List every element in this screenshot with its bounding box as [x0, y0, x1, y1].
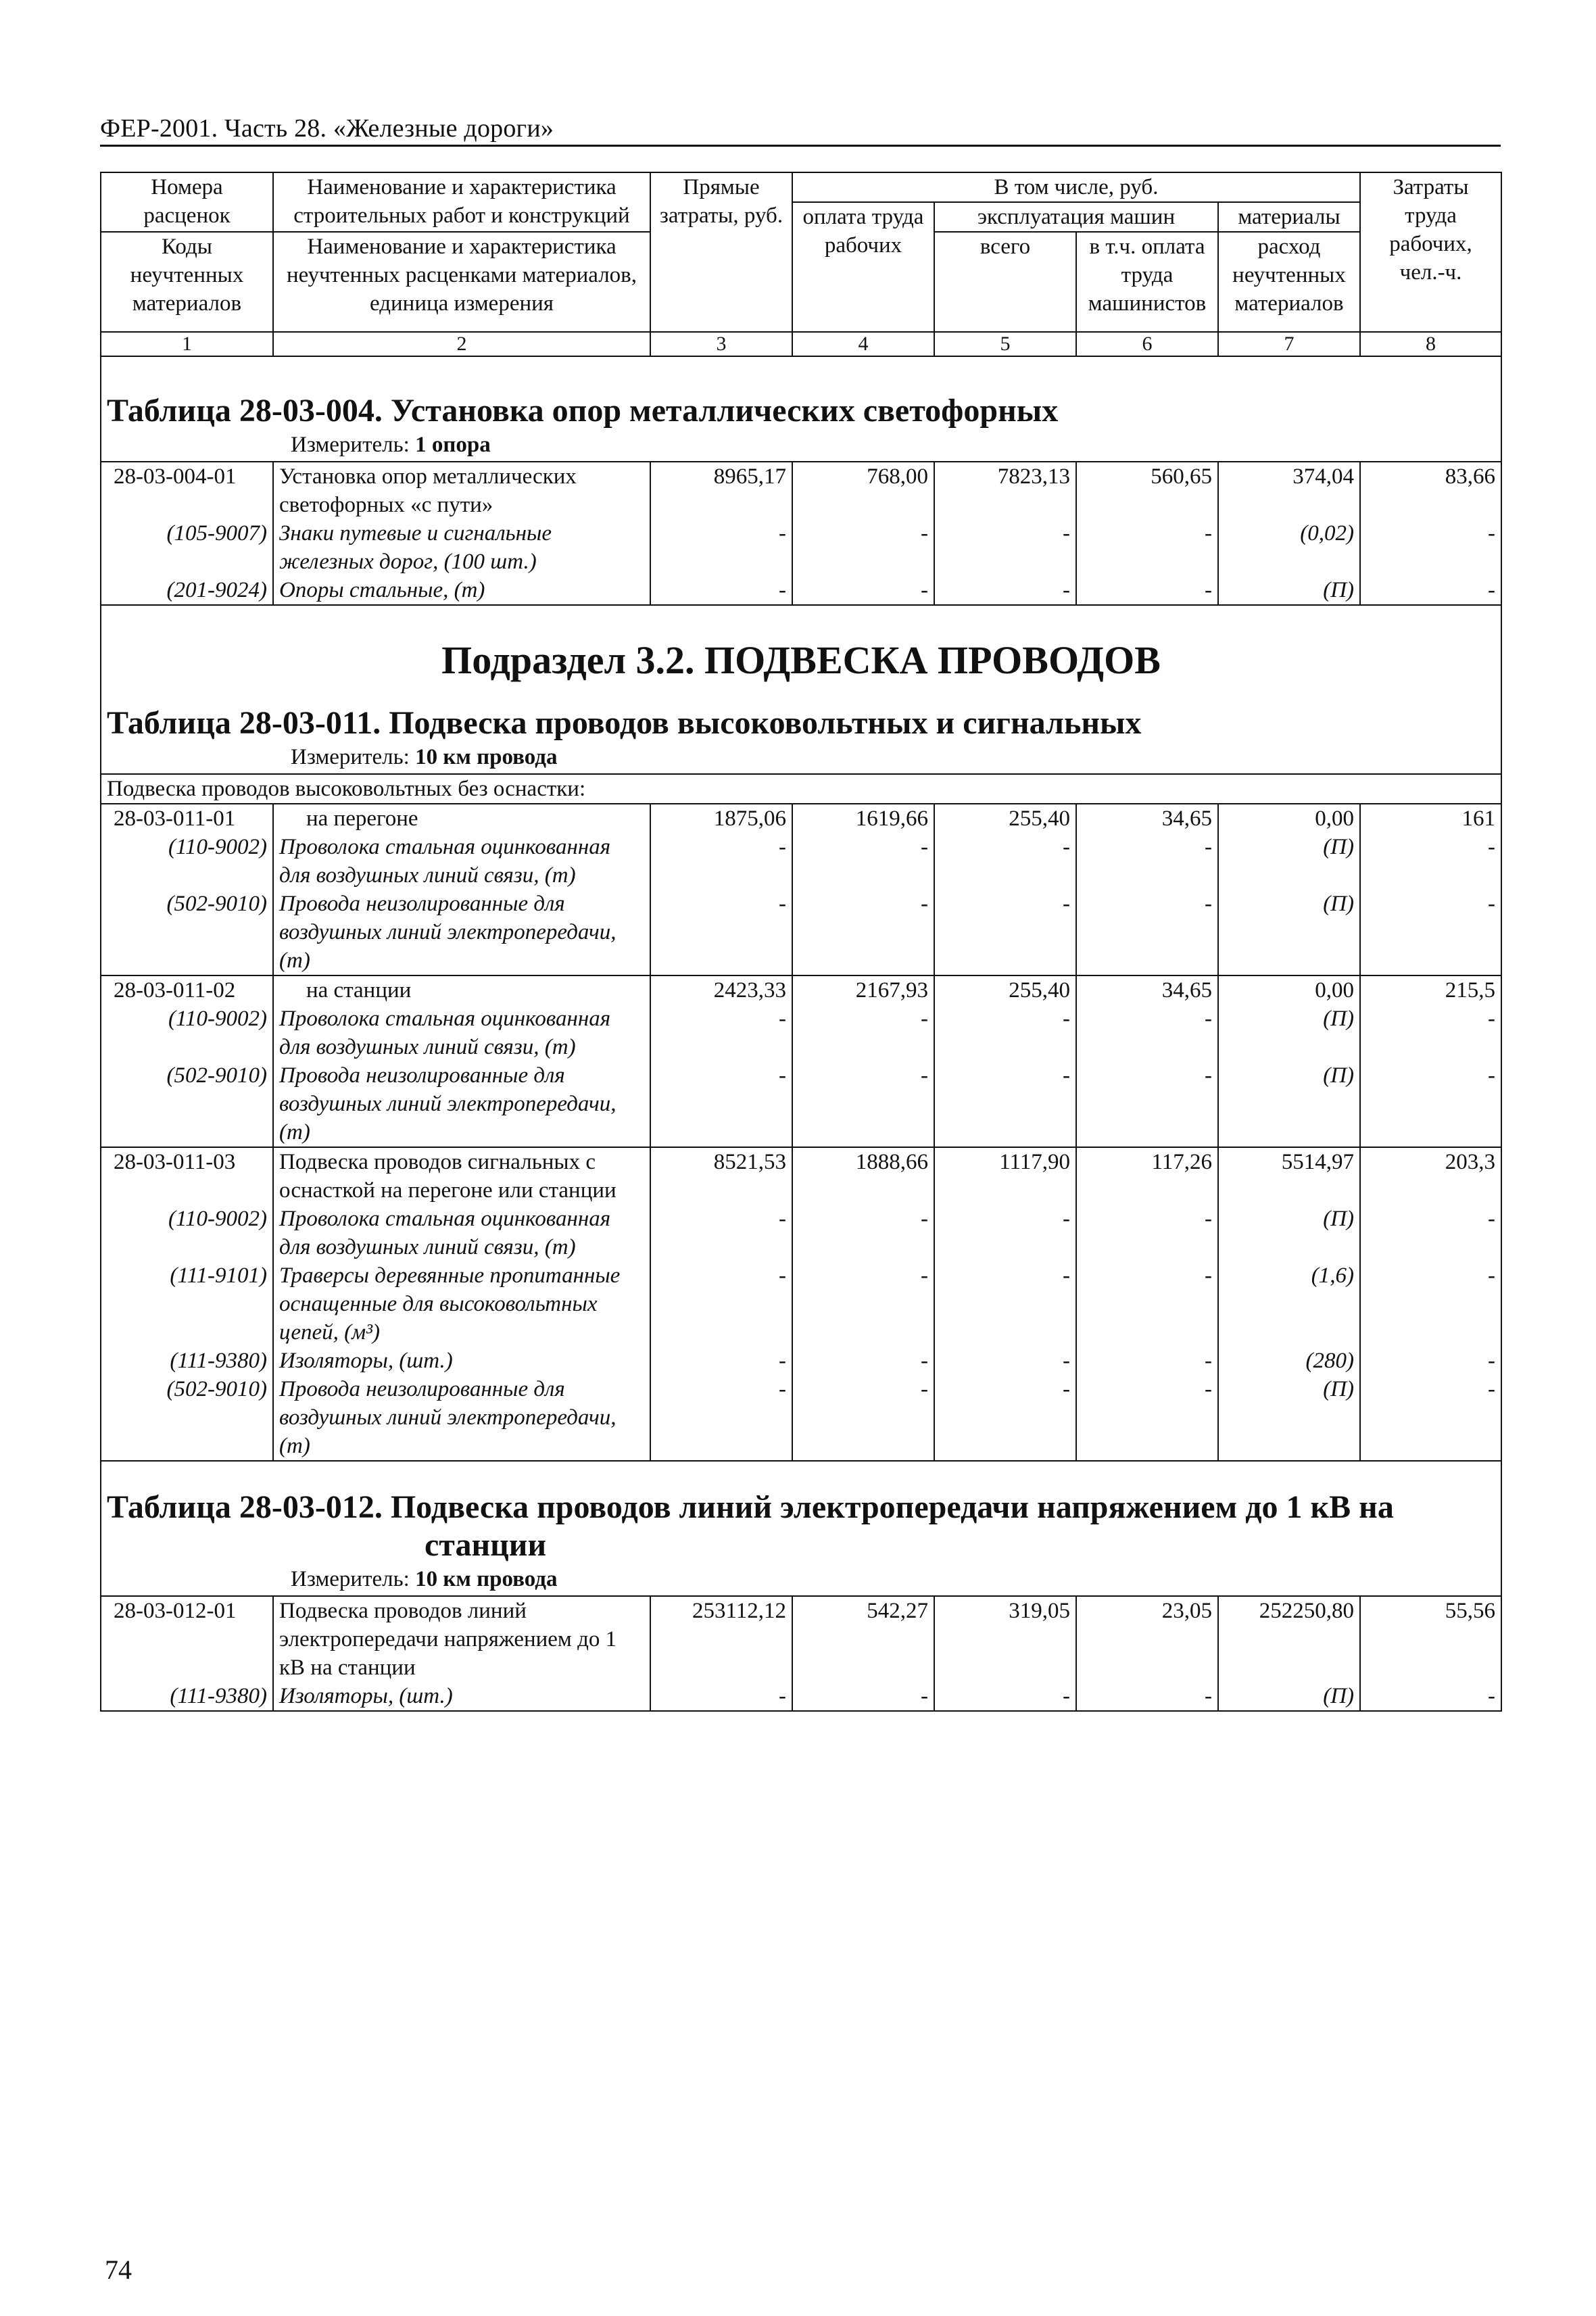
direct-costs-value: - [650, 1347, 792, 1375]
labor-hours-value: - [1360, 1061, 1501, 1147]
header-including: В том числе, руб. [792, 172, 1360, 202]
column-number: 5 [934, 332, 1076, 356]
direct-costs-value: - [650, 1005, 792, 1061]
labor-hours-value: - [1360, 833, 1501, 890]
column-number: 2 [273, 332, 650, 356]
materials-value: (П) [1218, 1061, 1360, 1147]
material-row [101, 1005, 1501, 1061]
material-name: Провода неизолированные для воздушных линий электропередачи, (т) [273, 1061, 650, 1147]
material-row [101, 833, 1501, 890]
material-code: (111-9380) [101, 1347, 273, 1375]
labor-pay-value: - [792, 1205, 934, 1261]
material-name: Изоляторы, (шт.) [273, 1347, 650, 1375]
labor-pay-value: - [792, 1347, 934, 1375]
machinists-pay-value: - [1076, 1061, 1218, 1147]
materials-value: (П) [1218, 1682, 1360, 1711]
table-011-measure: Измеритель: 10 км провода [291, 745, 558, 769]
labor-hours-value: 161 [1360, 804, 1501, 833]
machines-total-value: - [934, 1005, 1076, 1061]
direct-costs-value: - [650, 833, 792, 890]
direct-costs-value: - [650, 519, 792, 576]
machines-total-value: - [934, 833, 1076, 890]
group-heading: Подвеска проводов высоковольтных без оснастки: [101, 774, 1501, 804]
table-004-measure: Измеритель: 1 опора [291, 433, 491, 457]
column-number: 6 [1076, 332, 1218, 356]
table-004-title: Таблица 28-03-004. Установка опор металлических светофорных [107, 393, 1059, 429]
labor-hours-value: - [1360, 1005, 1501, 1061]
header-machines-total: всего [934, 232, 1076, 332]
table-012-title: Таблица 28-03-012. Подвеска проводов линий электропередачи напряжением до 1 кВ на станции [107, 1489, 1394, 1563]
labor-hours-value: - [1360, 1261, 1501, 1347]
table-row [101, 1147, 1501, 1205]
column-number: 7 [1218, 332, 1360, 356]
rates-table [100, 172, 1502, 1712]
material-row [101, 519, 1501, 576]
column-number: 4 [792, 332, 934, 356]
direct-costs-value: - [650, 1682, 792, 1711]
labor-hours-value: - [1360, 1347, 1501, 1375]
rate-name: Подвеска проводов линий электропередачи напряжением до 1 кВ на станции [273, 1596, 650, 1682]
material-row [101, 1061, 1501, 1147]
machinists-pay-value: 34,65 [1076, 975, 1218, 1005]
machinists-pay-value: - [1076, 519, 1218, 576]
header-rate-numbers: Номера расценок [101, 172, 273, 232]
materials-value: 252250,80 [1218, 1596, 1360, 1682]
table-row [101, 975, 1501, 1005]
labor-pay-value: - [792, 1375, 934, 1461]
material-code: (111-9101) [101, 1261, 273, 1347]
rate-name: на станции [273, 975, 650, 1005]
labor-hours-value: 55,56 [1360, 1596, 1501, 1682]
labor-pay-value: - [792, 1682, 934, 1711]
labor-hours-value: - [1360, 890, 1501, 975]
machines-total-value: 255,40 [934, 975, 1076, 1005]
material-code: (111-9380) [101, 1682, 273, 1711]
materials-value: (П) [1218, 1205, 1360, 1261]
labor-pay-value: 1619,66 [792, 804, 934, 833]
materials-value: (П) [1218, 833, 1360, 890]
table-row [101, 462, 1501, 519]
material-row [101, 1347, 1501, 1375]
labor-hours-value: - [1360, 1205, 1501, 1261]
header-machinists-pay: в т.ч. оплата труда машинистов [1076, 232, 1218, 332]
machines-total-value: - [934, 1205, 1076, 1261]
machinists-pay-value: - [1076, 1005, 1218, 1061]
material-name: Траверсы деревянные пропитанные оснащенные для высоковольтных цепей, (м³) [273, 1261, 650, 1347]
machinists-pay-value: - [1076, 1261, 1218, 1347]
materials-value: (П) [1218, 890, 1360, 975]
direct-costs-value: 1875,06 [650, 804, 792, 833]
material-code: (502-9010) [101, 1375, 273, 1461]
machines-total-value: - [934, 576, 1076, 605]
machinists-pay-value: 117,26 [1076, 1147, 1218, 1205]
machinists-pay-value: - [1076, 1347, 1218, 1375]
material-row [101, 1375, 1501, 1461]
machinists-pay-value: - [1076, 576, 1218, 605]
material-row [101, 576, 1501, 605]
labor-pay-value: - [792, 1261, 934, 1347]
rate-code: 28-03-012-01 [101, 1596, 273, 1682]
table-004-section [101, 356, 1501, 605]
header-unaccounted-codes: Коды неучтенных материалов [101, 232, 273, 332]
material-row [101, 1261, 1501, 1347]
page-number: 74 [105, 2254, 132, 2285]
materials-value: 374,04 [1218, 462, 1360, 519]
rate-name: Подвеска проводов сигнальных с оснасткой на перегоне или станции [273, 1147, 650, 1205]
direct-costs-value: 8521,53 [650, 1147, 792, 1205]
machines-total-value: - [934, 1061, 1076, 1147]
material-row [101, 1205, 1501, 1261]
material-code: (105-9007) [101, 519, 273, 576]
labor-pay-value: - [792, 833, 934, 890]
machinists-pay-value: - [1076, 1682, 1218, 1711]
running-head: ФЕР-2001. Часть 28. «Железные дороги» [100, 114, 554, 143]
machines-total-value: 1117,90 [934, 1147, 1076, 1205]
machinists-pay-value: - [1076, 1375, 1218, 1461]
machines-total-value: 319,05 [934, 1596, 1076, 1682]
column-number: 1 [101, 332, 273, 356]
machinists-pay-value: 560,65 [1076, 462, 1218, 519]
header-unaccounted-names: Наименование и характеристика неучтенных расценками материалов, единица измерения [273, 232, 650, 332]
material-name: Опоры стальные, (т) [273, 576, 650, 605]
material-code: (110-9002) [101, 833, 273, 890]
material-name: Изоляторы, (шт.) [273, 1682, 650, 1711]
subsection-title: Подраздел 3.2. ПОДВЕСКА ПРОВОДОВ [441, 638, 1161, 682]
labor-hours-value: - [1360, 1375, 1501, 1461]
materials-value: (280) [1218, 1347, 1360, 1375]
labor-pay-value: - [792, 1005, 934, 1061]
machines-total-value: - [934, 1682, 1076, 1711]
direct-costs-value: - [650, 1375, 792, 1461]
rate-name: Установка опор металлических светофорных «с пути» [273, 462, 650, 519]
materials-value: (П) [1218, 1375, 1360, 1461]
labor-hours-value: - [1360, 1682, 1501, 1711]
machinists-pay-value: - [1076, 890, 1218, 975]
materials-value: (П) [1218, 576, 1360, 605]
machinists-pay-value: 34,65 [1076, 804, 1218, 833]
material-name: Знаки путевые и сигнальные железных дорог, (100 шт.) [273, 519, 650, 576]
direct-costs-value: 8965,17 [650, 462, 792, 519]
machines-total-value: - [934, 1261, 1076, 1347]
labor-hours-value: 203,3 [1360, 1147, 1501, 1205]
header-direct-costs: Прямые затраты, руб. [650, 172, 792, 332]
direct-costs-value: 2423,33 [650, 975, 792, 1005]
material-row [101, 890, 1501, 975]
material-name: Проволока стальная оцинкованная для воздушных линий связи, (т) [273, 1205, 650, 1261]
labor-pay-value: 1888,66 [792, 1147, 934, 1205]
column-number: 8 [1360, 332, 1501, 356]
rate-name: на перегоне [273, 804, 650, 833]
labor-pay-value: 768,00 [792, 462, 934, 519]
machines-total-value: 255,40 [934, 804, 1076, 833]
header-unaccounted-materials: расход неучтенных материалов [1218, 232, 1360, 332]
labor-pay-value: 542,27 [792, 1596, 934, 1682]
labor-pay-value: - [792, 890, 934, 975]
materials-value: (0,02) [1218, 519, 1360, 576]
machinists-pay-value: - [1076, 1205, 1218, 1261]
labor-pay-value: 2167,93 [792, 975, 934, 1005]
labor-pay-value: - [792, 1061, 934, 1147]
header-rule [100, 145, 1501, 147]
direct-costs-value: - [650, 576, 792, 605]
table-row [101, 804, 1501, 833]
header-work-name: Наименование и характеристика строительных работ и конструкций [273, 172, 650, 232]
materials-value: (П) [1218, 1005, 1360, 1061]
material-code: (502-9010) [101, 890, 273, 975]
machines-total-value: - [934, 519, 1076, 576]
rate-code: 28-03-011-02 [101, 975, 273, 1005]
table-012-section [101, 1461, 1501, 1711]
direct-costs-value: - [650, 1061, 792, 1147]
machines-total-value: - [934, 1347, 1076, 1375]
material-code: (201-9024) [101, 576, 273, 605]
labor-pay-value: - [792, 519, 934, 576]
material-row [101, 1682, 1501, 1711]
materials-value: (1,6) [1218, 1261, 1360, 1347]
labor-hours-value: - [1360, 519, 1501, 576]
material-name: Проволока стальная оцинкованная для воздушных линий связи, (т) [273, 833, 650, 890]
machinists-pay-value: - [1076, 833, 1218, 890]
rate-code: 28-03-011-01 [101, 804, 273, 833]
header-machines: эксплуатация машин [934, 202, 1218, 232]
table-011-section [101, 605, 1501, 1461]
labor-hours-value: - [1360, 576, 1501, 605]
material-name: Проволока стальная оцинкованная для воздушных линий связи, (т) [273, 1005, 650, 1061]
materials-value: 5514,97 [1218, 1147, 1360, 1205]
material-name: Провода неизолированные для воздушных линий электропередачи, (т) [273, 890, 650, 975]
machines-total-value: 7823,13 [934, 462, 1076, 519]
material-code: (110-9002) [101, 1205, 273, 1261]
material-name: Провода неизолированные для воздушных линий электропередачи, (т) [273, 1375, 650, 1461]
machinists-pay-value: 23,05 [1076, 1596, 1218, 1682]
table-012-measure: Измеритель: 10 км провода [291, 1567, 558, 1591]
header-materials: материалы [1218, 202, 1360, 232]
machines-total-value: - [934, 1375, 1076, 1461]
table-011-title: Таблица 28-03-011. Подвеска проводов высоковольтных и сигнальных [107, 705, 1142, 741]
direct-costs-value: - [650, 1261, 792, 1347]
direct-costs-value: - [650, 1205, 792, 1261]
header-labor-pay: оплата труда рабочих [792, 202, 934, 332]
table-header [101, 172, 1501, 356]
materials-value: 0,00 [1218, 804, 1360, 833]
rate-code: 28-03-011-03 [101, 1147, 273, 1205]
table-row [101, 1596, 1501, 1682]
materials-value: 0,00 [1218, 975, 1360, 1005]
direct-costs-value: 253112,12 [650, 1596, 792, 1682]
labor-pay-value: - [792, 576, 934, 605]
rate-code: 28-03-004-01 [101, 462, 273, 519]
labor-hours-value: 83,66 [1360, 462, 1501, 519]
material-code: (110-9002) [101, 1005, 273, 1061]
material-code: (502-9010) [101, 1061, 273, 1147]
header-labor-costs: Затраты труда рабочих, чел.-ч. [1360, 172, 1501, 332]
labor-hours-value: 215,5 [1360, 975, 1501, 1005]
column-number: 3 [650, 332, 792, 356]
direct-costs-value: - [650, 890, 792, 975]
machines-total-value: - [934, 890, 1076, 975]
